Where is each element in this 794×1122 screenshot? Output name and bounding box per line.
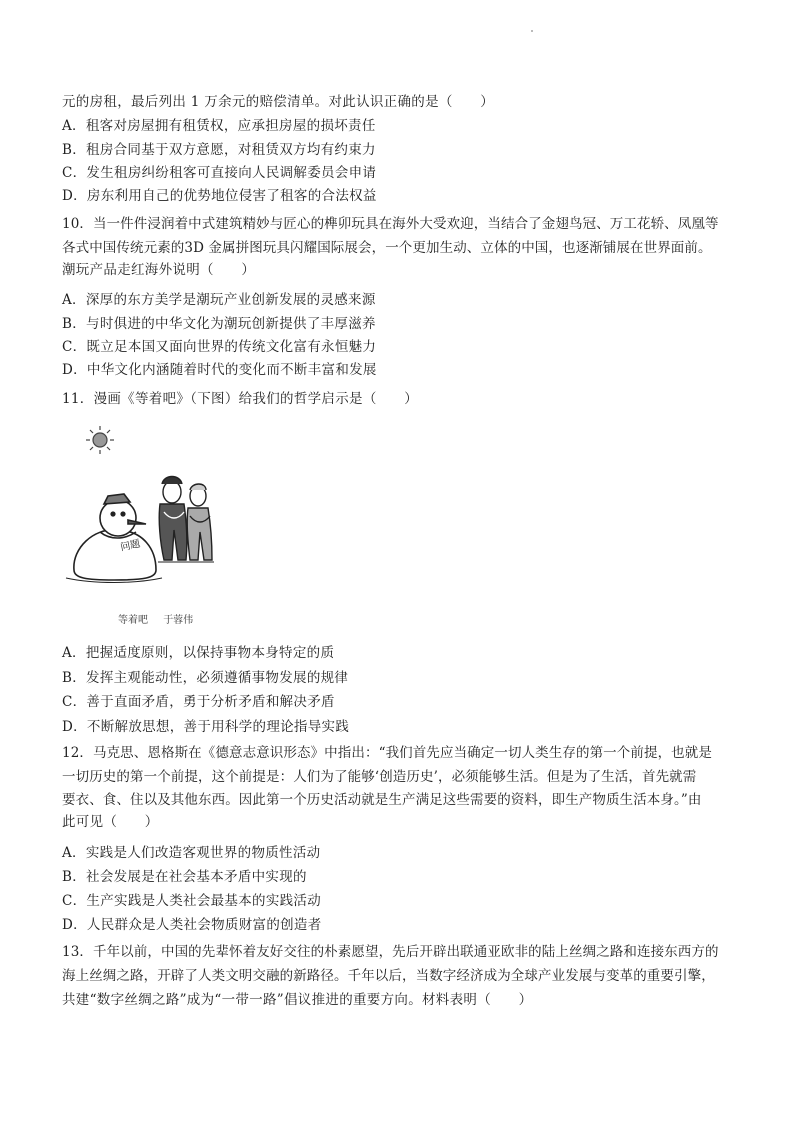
q10-option-c: C．既立足本国又面向世界的传统文化富有永恒魅力	[62, 339, 377, 355]
page-mark	[531, 30, 533, 32]
q9-option-a: A．租客对房屋拥有租赁权，应承担房屋的损坏责任	[62, 118, 376, 134]
q12-option-b: B．社会发展是在社会基本矛盾中实现的	[62, 869, 307, 885]
q12-stem-line-1: 12．马克思、恩格斯在《德意志意识形态》中指出：“我们首先应当确定一切人类生存的第一个前提，也就是	[62, 745, 712, 761]
q13-stem-line-2: 海上丝绸之路，开辟了人类文明交融的新路径。千年以后，当数字经济成为全球产业发展与变革的重要引擎，	[62, 968, 715, 984]
q12-option-c: C．生产实践是人类社会最基本的实践活动	[62, 893, 322, 909]
q10-option-d: D．中华文化内涵随着时代的变化而不断丰富和发展	[62, 362, 377, 378]
two-people-drawing	[158, 477, 214, 563]
q11-option-c: C．善于直面矛盾，勇于分析矛盾和解决矛盾	[62, 694, 335, 710]
cartoon-caption	[118, 611, 205, 626]
q12-option-a: A．实践是人们改造客观世界的物质性活动	[62, 845, 321, 861]
q12-stem-line-2: 一切历史的第一个前提，这个前提是：人们为了能够‘创造历史’，必须能够生活。但是为了生活，首先就需	[62, 769, 697, 785]
q9-option-c: C．发生租房纠纷租客可直接向人民调解委员会申请	[62, 165, 377, 181]
q13-stem-line-1: 13．千年以前，中国的先辈怀着友好交往的朴素愿望，先后开辟出联通亚欧非的陆上丝绸之路和连接东西方的	[62, 944, 719, 960]
q9-option-b: B．租房合同基于双方意愿，对租赁双方均有约束力	[62, 142, 376, 158]
cartoon-title: 等着吧	[118, 615, 148, 626]
sun-drawing	[86, 426, 114, 454]
q12-stem-line-3: 要衣、食、住以及其他东西。因此第一个历史活动就是生产满足这些需要的资料，即生产物质生活本身。”由	[62, 792, 702, 808]
waiting-cartoon-image	[64, 420, 214, 630]
q9-stem-tail: 元的房租，最后列出 1 万余元的赔偿清单。对此认识正确的是（ ）	[62, 94, 495, 110]
q10-stem-line-2: 各式中国传统元素的3D 金属拼图玩具闪耀国际展会，一个更加生动、立体的中国，也逐渐铺展在世界面前。	[62, 240, 712, 256]
q11-option-d: D．不断解放思想，善于用科学的理论指导实践	[62, 719, 350, 735]
q13-stem-line-3: 共建“数字丝绸之路”成为“一带一路”倡议推进的重要方向。材料表明（ ）	[62, 992, 533, 1008]
q10-option-a: A．深厚的东方美学是潮玩产业创新发展的灵感来源	[62, 292, 376, 308]
q12-stem-line-4: 此可见（ ）	[62, 814, 159, 830]
snowman-drawing	[66, 494, 162, 583]
q10-stem-line-1: 10．当一件件浸润着中式建筑精妙与匠心的榫卯玩具在海外大受欢迎，当结合了金翅鸟冠、万工花轿、凤凰等	[62, 216, 719, 232]
q11-option-a: A．把握适度原则，以保持事物本身特定的质	[62, 645, 335, 661]
snowman-sign-text: 问题	[119, 538, 142, 554]
cartoon-author: 于蓉伟	[163, 615, 194, 626]
q9-option-d: D．房东利用自己的优势地位侵害了租客的合法权益	[62, 188, 377, 204]
q10-option-b: B．与时俱进的中华文化为潮玩创新提供了丰厚滋养	[62, 316, 376, 332]
q11-stem: 11．漫画《等着吧》（下图）给我们的哲学启示是（ ）	[62, 391, 419, 407]
q11-option-b: B．发挥主观能动性，必须遵循事物发展的规律	[62, 670, 349, 686]
q10-stem-line-3: 潮玩产品走红海外说明（ ）	[62, 262, 256, 278]
q12-option-d: D．人民群众是人类社会物质财富的创造者	[62, 917, 322, 933]
